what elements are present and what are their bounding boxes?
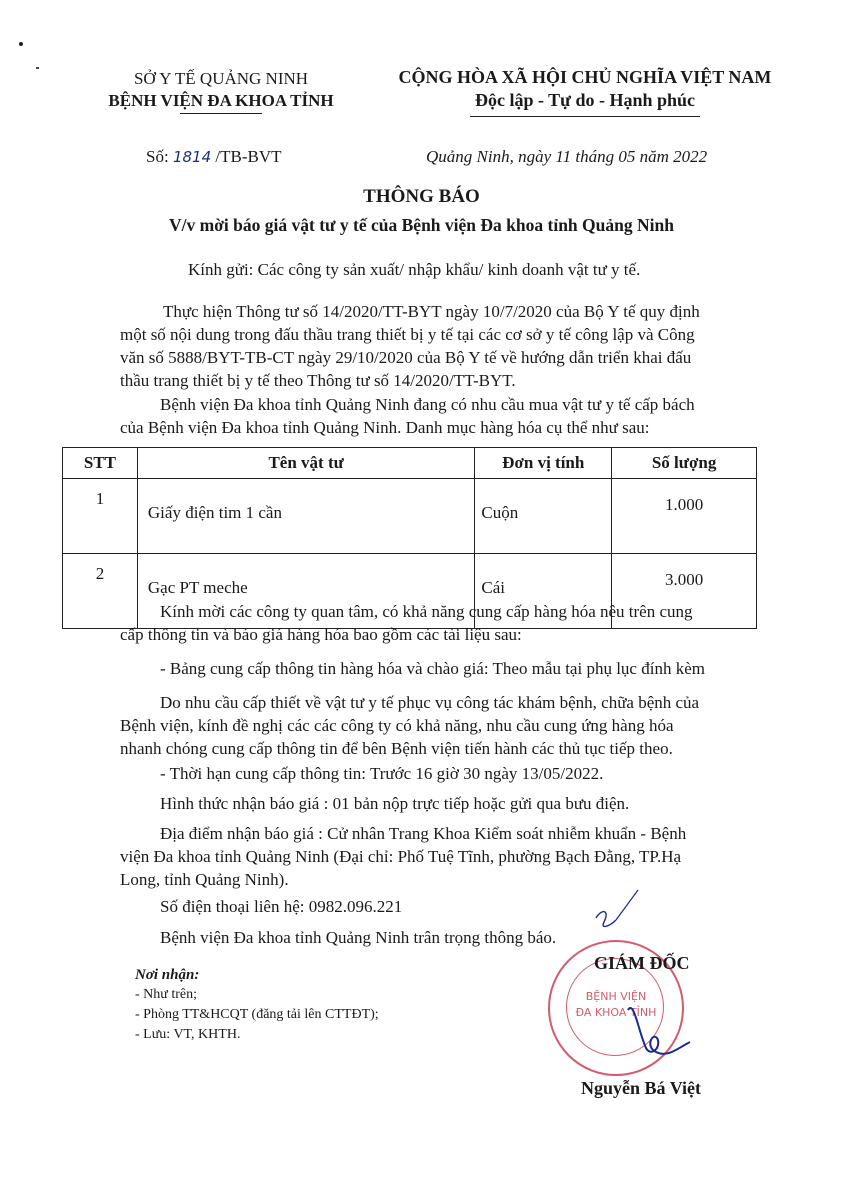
cell-qty: 1.000 (612, 479, 757, 554)
initial-mark (596, 912, 616, 927)
initial-stroke (616, 890, 638, 920)
receiver-item: - Như trên; (135, 987, 198, 1002)
receiver-item: - Lưu: VT, KHTH. (135, 1027, 241, 1042)
urgent-line: nhanh chóng cung cấp thông tin để bên Bệnh viện tiến hành các thủ tục tiếp theo. (120, 739, 673, 758)
cell-unit: Cuộn (475, 479, 612, 554)
cell-unit: Cái (475, 554, 612, 629)
receiver-item: - Phòng TT&HCQT (đăng tải lên CTTĐT); (135, 1007, 379, 1022)
document-title: THÔNG BÁO (363, 186, 480, 207)
motto-underline (470, 116, 700, 117)
urgent-line: Do nhu cầu cấp thiết về vật tư y tế phục vụ công tác khám bệnh, chữa bệnh của (160, 693, 700, 712)
urgent-line: Bệnh viện, kính đề nghị các các công ty có khả năng, nhu cầu cung ứng hàng hóa (120, 716, 674, 735)
invite-line: Kính mời các công ty quan tâm, có khả năng cung cấp hàng hóa nêu trên cung (160, 602, 693, 621)
address-line: viện Đa khoa tỉnh Quảng Ninh (Đại chỉ: Phố Tuệ Tĩnh, phường Bạch Đằng, TP.Hạ (120, 847, 682, 866)
attachment-item: - Bảng cung cấp thông tin hàng hóa và chào giá: Theo mẫu tại phụ lục đính kèm (160, 659, 705, 678)
issuer-underline (180, 113, 262, 114)
cell-qty: 3.000 (612, 554, 757, 629)
scan-speck (19, 42, 23, 46)
national-motto: Độc lập - Tự do - Hạnh phúc (474, 90, 696, 110)
place-date: Quảng Ninh, ngày 11 tháng 05 năm 2022 (426, 147, 708, 166)
col-header-name: Tên vật tư (137, 448, 474, 479)
doc-no-suffix: /TB-BVT (215, 147, 282, 166)
country-name: CỘNG HÒA XÃ HỘI CHỦ NGHĨA VIỆT NAM (398, 67, 772, 87)
director-signature (628, 1008, 690, 1054)
cell-stt: 1 (63, 479, 138, 554)
method-line: Hình thức nhận báo giá : 01 bản nộp trực tiếp hoặc gửi qua bưu điện. (160, 794, 630, 813)
col-header-unit: Đơn vị tính (475, 448, 612, 479)
cell-name: Gạc PT meche (137, 554, 474, 629)
signature-marks (560, 880, 720, 1080)
need-line: của Bệnh viện Đa khoa tỉnh Quảng Ninh. Danh mục hàng hóa cụ thể như sau: (120, 418, 650, 437)
signer-name: Nguyễn Bá Việt (581, 1078, 702, 1098)
invite-line: cấp thông tin và báo giá hàng hóa bao gồm các tài liệu sau: (120, 625, 522, 644)
issuer-block (62, 68, 380, 112)
col-header-stt: STT (63, 448, 138, 479)
table-header-row (63, 448, 757, 479)
closing-line: Bệnh viện Đa khoa tỉnh Quảng Ninh trân trọng thông báo. (160, 928, 557, 947)
cell-name: Giấy điện tim 1 cần (137, 479, 474, 554)
address-line: Long, tỉnh Quảng Ninh). (120, 870, 289, 889)
intro-line: một số nội dung trong đấu thầu trang thiết bị y tế tại các cơ sở y tế công lập và Công (120, 325, 695, 344)
need-line: Bệnh viện Đa khoa tỉnh Quảng Ninh đang có nhu cầu mua vật tư y tế cấp bách (160, 395, 695, 414)
phone-line: Số điện thoại liên hệ: 0982.096.221 (160, 897, 403, 916)
recipient-line: Kính gửi: Các công ty sản xuất/ nhập khẩu/ kinh doanh vật tư y tế. (188, 260, 641, 279)
signer-position: GIÁM ĐỐC (594, 953, 690, 973)
intro-line: văn số 5888/BYT-TB-CT ngày 29/10/2020 của Bộ Y tế về hướng dẫn triển khai đấu (120, 348, 692, 367)
address-line: Địa điểm nhận báo giá : Cử nhân Trang Khoa Kiểm soát nhiễm khuẩn - Bệnh (160, 824, 687, 843)
doc-no-handwritten: 1814 (172, 148, 212, 166)
cell-stt: 2 (63, 554, 138, 629)
col-header-qty: Số lượng (612, 448, 757, 479)
table-row (63, 479, 757, 554)
issuer-name: BỆNH VIỆN ĐA KHOA TỈNH (108, 91, 334, 110)
doc-no-label: Số: (146, 147, 169, 166)
intro-line: thầu trang thiết bị y tế theo Thông tư số 14/2020/TT-BYT. (120, 371, 516, 390)
document-number (146, 145, 281, 169)
document-subject: V/v mời báo giá vật tư y tế của Bệnh viện Đa khoa tỉnh Quảng Ninh (169, 215, 674, 235)
national-heading (380, 66, 790, 112)
seal-text: BỆNH VIỆN (585, 990, 647, 1003)
scan-speck (36, 67, 39, 69)
intro-line: Thực hiện Thông tư số 14/2020/TT-BYT ngày 10/7/2020 của Bộ Y tế quy định (163, 302, 700, 321)
receivers-block (135, 965, 379, 1045)
deadline-line: - Thời hạn cung cấp thông tin: Trước 16 giờ 30 ngày 13/05/2022. (160, 764, 604, 783)
seal-text: ĐA KHOA TỈNH (575, 1006, 657, 1019)
receivers-label: Nơi nhận: (135, 967, 200, 983)
issuer-parent: SỞ Y TẾ QUẢNG NINH (133, 69, 309, 88)
